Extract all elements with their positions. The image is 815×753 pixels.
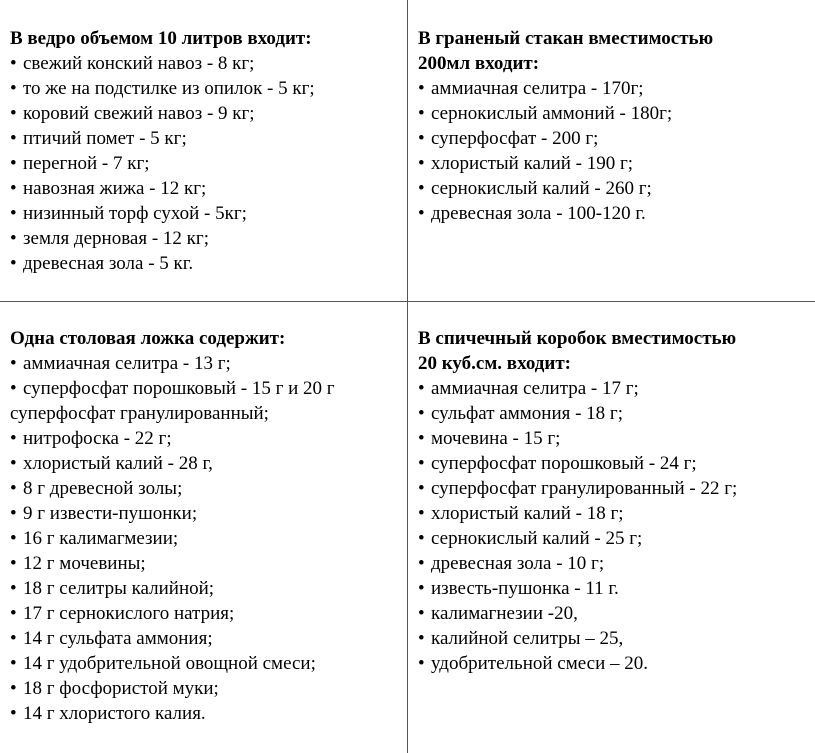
item-list: [10, 351, 404, 726]
row-divider: [0, 301, 815, 302]
list-item: • сернокислый калий - 260 г;: [418, 176, 812, 201]
list-item: • навозная жижа - 12 кг;: [10, 176, 404, 201]
cell-title: В ведро объемом 10 литров входит:: [10, 28, 312, 49]
list-item: • суперфосфат порошковый - 15 г и 20 г: [10, 376, 404, 401]
list-item: • свежий конский навоз - 8 кг;: [10, 51, 404, 76]
cell-title: Одна столовая ложка содержит:: [10, 328, 286, 349]
list-item: • мочевина - 15 г;: [418, 426, 812, 451]
list-item: • известь-пушонка - 11 г.: [418, 576, 812, 601]
cell-tablespoon: [10, 326, 404, 726]
list-item: • 14 г сульфата аммония;: [10, 626, 404, 651]
list-item: • 9 г извести-пушонки;: [10, 501, 404, 526]
item-list: [418, 376, 812, 676]
list-item: • 18 г селитры калийной;: [10, 576, 404, 601]
list-item: • земля дерновая - 12 кг;: [10, 226, 404, 251]
cell-title: В граненый стакан вместимостью 200мл входит:: [418, 28, 714, 74]
list-item: • сульфат аммония - 18 г;: [418, 401, 812, 426]
list-item: • древесная зола - 100-120 г.: [418, 201, 812, 226]
list-item: • птичий помет - 5 кг;: [10, 126, 404, 151]
list-item: • 17 г сернокислого натрия;: [10, 601, 404, 626]
list-item: • 16 г калимагмезии;: [10, 526, 404, 551]
list-item: • низинный торф сухой - 5кг;: [10, 201, 404, 226]
cell-faceted-glass-200ml: [418, 26, 812, 226]
list-item: • 18 г фосфористой муки;: [10, 676, 404, 701]
list-item: • калийной селитры – 25,: [418, 626, 812, 651]
list-item: • 12 г мочевины;: [10, 551, 404, 576]
list-item: • древесная зола - 10 г;: [418, 551, 812, 576]
list-item: • то же на подстилке из опилок - 5 кг;: [10, 76, 404, 101]
item-list: [418, 76, 812, 226]
list-item: • 8 г древесной золы;: [10, 476, 404, 501]
column-divider: [407, 0, 408, 753]
list-item: • перегной - 7 кг;: [10, 151, 404, 176]
list-item: • древесная зола - 5 кг.: [10, 251, 404, 276]
list-item: • 14 г удобрительной овощной смеси;: [10, 651, 404, 676]
cell-bucket-10l: [10, 26, 404, 276]
list-item: суперфосфат гранулированный;: [10, 403, 269, 424]
list-item: • сернокислый аммоний - 180г;: [418, 101, 812, 126]
list-item: • 14 г хлористого калия.: [10, 701, 404, 726]
list-item: • аммиачная селитра - 13 г;: [10, 351, 404, 376]
list-item: • суперфосфат порошковый - 24 г;: [418, 451, 812, 476]
list-item: • суперфосфат гранулированный - 22 г;: [418, 476, 812, 501]
cell-matchbox-20cc: [418, 326, 812, 676]
list-item: • аммиачная селитра - 17 г;: [418, 376, 812, 401]
list-item: • коровий свежий навоз - 9 кг;: [10, 101, 404, 126]
list-item: • нитрофоска - 22 г;: [10, 426, 404, 451]
list-item: • суперфосфат - 200 г;: [418, 126, 812, 151]
cell-title: В спичечный коробок вместимостью 20 куб.см. входит:: [418, 328, 737, 374]
list-item: • хлористый калий - 18 г;: [418, 501, 812, 526]
list-item: • хлористый калий - 28 г,: [10, 451, 404, 476]
list-item: • калимагнезии -20,: [418, 601, 812, 626]
list-item: • аммиачная селитра - 170г;: [418, 76, 812, 101]
list-item: • хлористый калий - 190 г;: [418, 151, 812, 176]
list-item: • удобрительной смеси – 20.: [418, 651, 812, 676]
item-list: [10, 51, 404, 276]
list-item: • сернокислый калий - 25 г;: [418, 526, 812, 551]
